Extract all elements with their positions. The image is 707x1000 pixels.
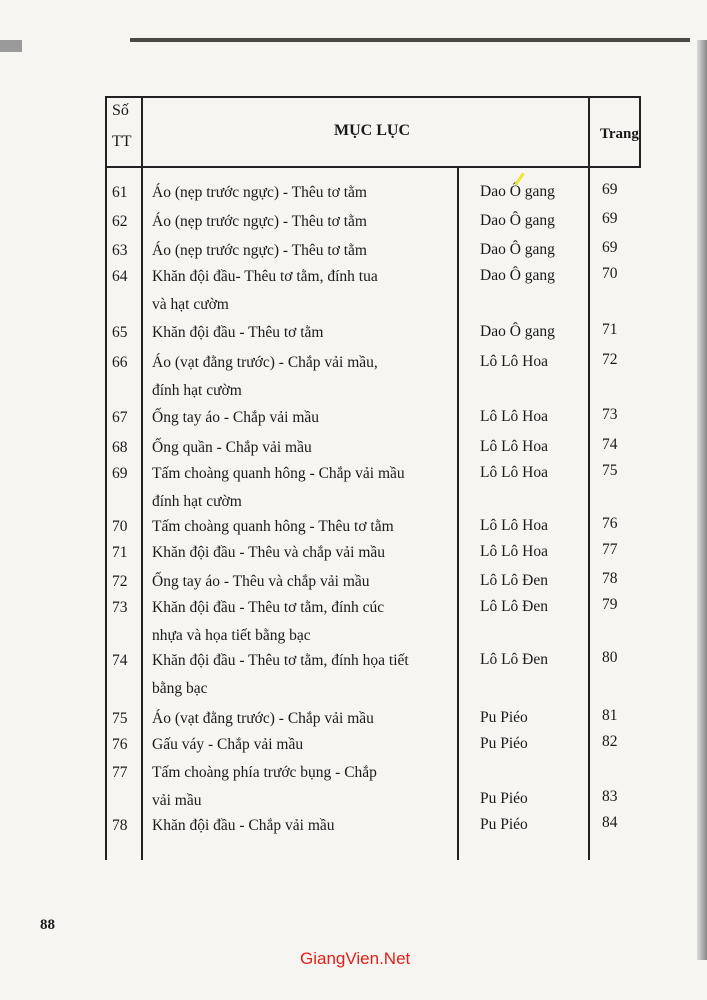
row-number: 68 [112,439,128,456]
row-description: Gấu váy - Chắp vải mầu [152,736,304,753]
row-page: 78 [602,570,618,587]
row-group: Lô Lô Đen [480,598,549,615]
row-number: 64 [112,268,128,285]
row-group: Lô Lô Hoa [480,408,549,425]
row-number: 76 [112,736,128,753]
header-no-line1: Số [112,102,129,119]
row-page: 73 [602,406,618,423]
row-number: 73 [112,599,128,616]
row-page: 77 [602,541,618,558]
watermark: GiangVien.Net [300,949,411,968]
row-group: Lô Lô Hoa [480,438,549,455]
row-description: nhựa và họa tiết bằng bạc [152,626,311,644]
row-page: 83 [602,788,618,805]
row-description: Khăn đội đầu - Thêu tơ tằm, đính họa tiết [152,652,409,669]
row-description: bằng bạc [152,679,208,697]
row-description: Khăn đội đầu - Thêu tơ tằm, đính cúc [152,599,385,616]
row-description: Khăn đội đầu- Thêu tơ tằm, đính tua [152,268,378,285]
row-page: 69 [602,210,618,227]
row-description: Áo (nẹp trước ngực) - Thêu tơ tằm [152,213,367,230]
row-page: 82 [602,733,618,750]
row-description: Áo (nẹp trước ngực) - Thêu tơ tằm [152,184,367,201]
row-description: Khăn đội đầu - Thêu tơ tằm [152,324,324,341]
row-group: Dao Ô gang [480,241,555,258]
row-description: Ống tay áo - Chắp vải mầu [152,409,320,426]
row-page: 75 [602,462,618,479]
row-description: Ống quần - Chắp vải mầu [152,439,312,456]
column-divider [457,167,459,860]
row-page: 84 [602,814,618,831]
column-divider [588,96,590,860]
row-number: 75 [112,710,128,727]
row-description: Áo (nẹp trước ngực) - Thêu tơ tằm [152,242,367,259]
row-number: 70 [112,518,128,535]
row-page: 71 [602,321,618,338]
row-page: 74 [602,436,618,453]
column-divider [141,96,143,860]
row-group: Pu Piéo [480,816,528,833]
row-number: 61 [112,184,128,201]
row-page: 69 [602,239,618,256]
row-group: Dao Ô gang [480,183,555,200]
row-description: Tấm choàng quanh hông - Chắp vải mầu [152,465,405,482]
row-description: Khăn đội đầu - Chắp vải mầu [152,817,335,834]
row-number: 62 [112,213,128,230]
row-description: vải mầu [152,791,202,809]
header-bottom-border [105,166,640,168]
row-number: 66 [112,354,128,371]
row-group: Pu Piéo [480,790,528,807]
row-group: Lô Lô Đen [480,651,549,668]
row-description: đính hạt cườm [152,381,242,399]
row-description: Áo (vạt đằng trước) - Chắp vải mầu [152,710,374,727]
row-group: Pu Piéo [480,735,528,752]
table-left-border [105,96,107,860]
scan-edge-left [0,40,22,52]
row-page: 72 [602,351,618,368]
row-description: Tấm choàng quanh hông - Thêu tơ tằm [152,518,394,535]
header-no-line2: TT [112,133,132,150]
row-group: Dao Ô gang [480,212,555,229]
row-number: 72 [112,573,128,590]
header-title: MỤC LỤC [334,122,410,139]
table-right-border [639,96,641,168]
row-group: Lô Lô Đen [480,572,549,589]
row-group: Pu Piéo [480,709,528,726]
row-number: 67 [112,409,128,426]
row-number: 74 [112,652,128,669]
row-page: 79 [602,596,618,613]
row-page: 80 [602,649,618,666]
header-page: Trang [600,126,639,142]
row-group: Lô Lô Hoa [480,543,549,560]
row-group: Dao Ô gang [480,323,555,340]
row-group: Lô Lô Hoa [480,464,549,481]
row-number: 71 [112,544,128,561]
row-description: Ống tay áo - Thêu và chắp vải mầu [152,573,370,590]
page-number: 88 [40,917,55,933]
row-description: và hạt cườm [152,295,229,313]
row-group: Lô Lô Hoa [480,517,549,534]
row-number: 77 [112,764,128,781]
row-number: 63 [112,242,128,259]
row-number: 69 [112,465,128,482]
row-description: Khăn đội đầu - Thêu và chắp vải mầu [152,544,385,561]
row-page: 70 [602,265,618,282]
row-page: 76 [602,515,618,532]
scan-edge-right [697,40,707,960]
row-group: Lô Lô Hoa [480,353,549,370]
scan-edge-top [130,38,690,42]
row-number: 78 [112,817,128,834]
row-number: 65 [112,324,128,341]
row-group: Dao Ô gang [480,267,555,284]
table-top-border [105,96,640,98]
row-page: 81 [602,707,618,724]
row-page: 69 [602,181,618,198]
row-description: đính hạt cườm [152,492,242,510]
row-description: Tấm choàng phía trước bụng - Chắp [152,764,377,781]
row-description: Áo (vạt đằng trước) - Chắp vải mầu, [152,354,378,371]
